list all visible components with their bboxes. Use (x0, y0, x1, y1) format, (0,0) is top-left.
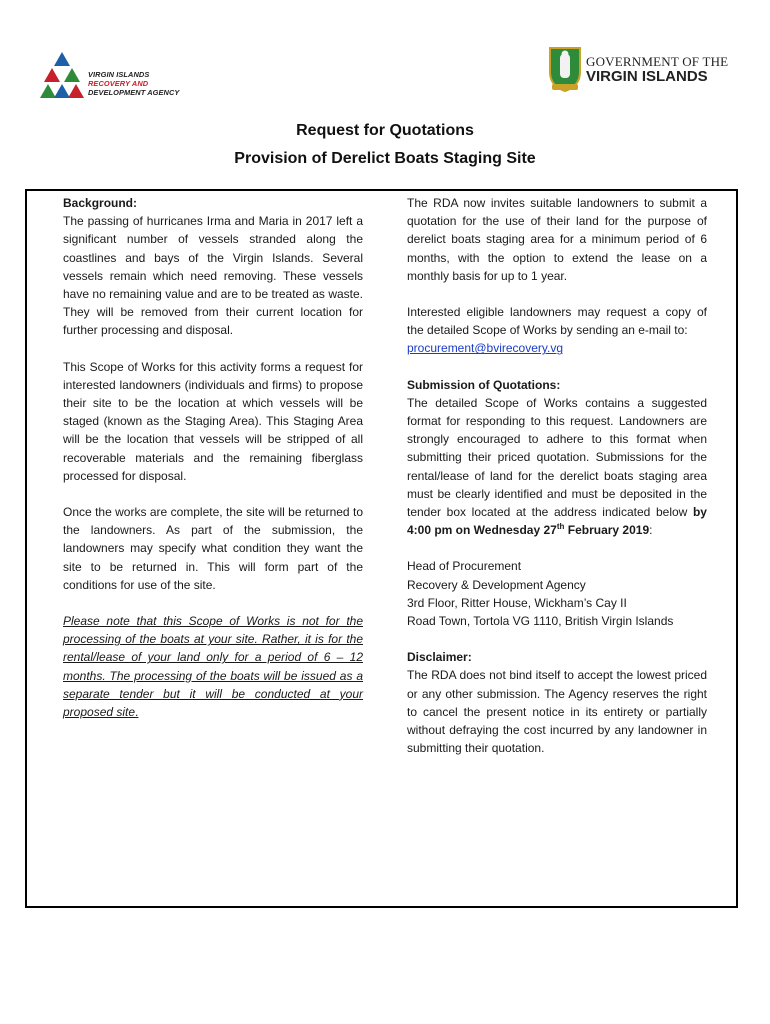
background-paragraph: The passing of hurricanes Irma and Maria in 2017 left a significant number of vessels stranded along the coastlines and bays of the Virgin Islands. Several vessels remain which need removing. These vessels have no remaining value and are to be treated as waste. They will be removed from their current location for further processing and disposal. (63, 214, 363, 338)
document-subtitle: Provision of Derelict Boats Staging Site (234, 150, 536, 167)
left-column (63, 194, 363, 721)
submission-text: The detailed Scope of Works contains a suggested format for responding to this request. Landowners are strongly encouraged to adhere to this format when submitting their priced quotation. Submissions for the rental/lease of land for the derelict boats staging area must be clearly identified and must be deposited in the tender box located at the address indicated below (407, 395, 707, 520)
government-logo-line2: VIRGIN ISLANDS (586, 68, 708, 85)
deadline-month: February 2019 (567, 523, 650, 538)
completion-paragraph: Once the works are complete, the site will be returned to the landowners. As part of the submission, the landowners may specify what condition they want the site to be returned in. This will form part of the conditions for use of the site. (63, 505, 363, 592)
background-heading: Background: (63, 196, 138, 210)
rda-logo (40, 50, 190, 102)
note-text: Please note that this Scope of Works is not for the processing of the boats at your site. Rather, it is for the rental/lease of your land only for a period of 6 – 12 months. The processing of the boats will be issued as a separate tender but it will be conducted at your proposed site (63, 614, 363, 720)
right-column (407, 194, 707, 757)
rda-logo-text: VIRGIN ISLANDS RECOVERY AND DEVELOPMENT AGENCY (88, 70, 180, 97)
rda-emblem-icon (40, 50, 86, 102)
submission-heading: Submission of Quotations: (407, 377, 561, 392)
address-line: Road Town, Tortola VG 1110, British Virgin Islands (407, 614, 674, 629)
scope-paragraph: This Scope of Works for this activity forms a request for interested landowners (individuals and firms) to propose their site to be the location at which vessels will be staged (known as the Staging Area). This Staging Area will be the location that vessels will be stripped of all recoverable materials and the remaining fiberglass processed for disposal. (63, 359, 363, 483)
note-end: . (135, 705, 139, 720)
deadline-suffix: th (556, 522, 565, 532)
coat-of-arms-icon (548, 46, 582, 92)
invitation-paragraph: The RDA now invites suitable landowners to submit a quotation for the use of their land for the purpose of derelict boats staging area for a minimum period of 6 months, with the option to extend the lease on a monthly basis for up to 1 year. (407, 196, 707, 283)
disclaimer-heading: Disclaimer: (407, 650, 472, 665)
address-line: 3rd Floor, Ritter House, Wickham’s Cay II (407, 595, 627, 610)
request-paragraph: Interested eligible landowners may request a copy of the detailed Scope of Works by sending an e-mail to: (407, 305, 707, 338)
address-line: Recovery & Development Agency (407, 577, 586, 592)
government-logo (548, 46, 729, 94)
submission-paragraph (407, 394, 707, 540)
document-title: Request for Quotations (296, 122, 474, 139)
procurement-email-link[interactable]: procurement@bvirecovery.vg (407, 341, 564, 356)
government-logo-line1: GOVERNMENT OF THE (586, 54, 729, 69)
note-paragraph (63, 612, 363, 721)
deadline-text: by 4:00 pm on Wednesday 27 (407, 505, 707, 538)
address-line: Head of Procurement (407, 559, 522, 574)
disclaimer-paragraph: The RDA does not bind itself to accept the lowest priced or any other submission. The Agency reserves the right to cancel the present notice in its entirety or partially without defraying the cost incurred by any landowner in submitting their quotation. (407, 668, 707, 756)
deadline-colon: : (649, 523, 653, 538)
